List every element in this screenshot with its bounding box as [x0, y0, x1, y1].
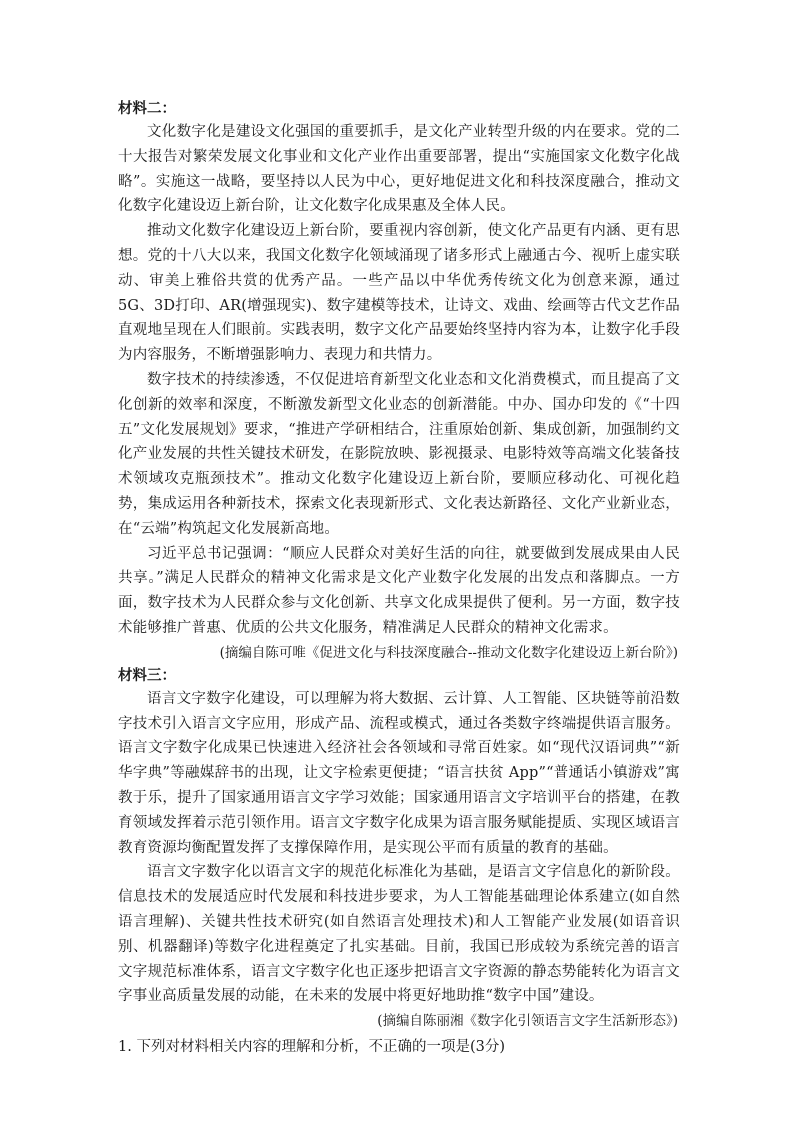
material3-source: (摘编自陈丽湘《数字化引领语言文字生活新形态》)	[377, 1013, 678, 1030]
document-page	[118, 98, 680, 1059]
material2-paragraph-3: 数字技术的持续渗透，不仅促进培育新型文化业态和文化消费模式，而且提高了文化创新的效率和深度，不断激发新型文化业态的创新潜能。中办、国办印发的《“十四五”文化发展规划》要求，“推进产学研相结合，注重原始创新、集成创新，加强制约文化产业发展的共性关键技术研发，在影院放映、影视摄录、电影特效等高端文化装备技术领域攻克瓶颈技术”。推动文化数字化建设迈上新台阶，要顺应移动化、可视化趋势，集成运用各种新技术，探索文化表现新形式、文化表达新路径、文化产业新业态，在“云端”构筑起文化发展新高地。	[118, 371, 680, 537]
question-1: 1. 下列对材料相关内容的理解和分析，不正确的一项是(3分)	[118, 1039, 505, 1056]
material2-paragraph-4: 习近平总书记强调：“顺应人民群众对美好生活的向往，就要做到发展成果由人民共享。”满足人民群众的精神文化需求是文化产业数字化发展的出发点和落脚点。一方面，数字技术为人民群众参与文化创新、共享文化成果提供了便利。另一方面，数字技术能够推广普惠、优质的公共文化服务，精准满足人民群众的精神文化需求。	[118, 545, 680, 636]
material2-paragraph-2: 推动文化数字化建设迈上新台阶，要重视内容创新，使文化产品更有内涵、更有思想。党的十八大以来，我国文化数字化领域涌现了诸多形式上融通古今、视听上虚实联动、审美上雅俗共赏的优秀产品。一些产品以中华优秀传统文化为创意来源，通过5G、3D打印、AR(增强现实)、数字建模等技术，让诗文、戏曲、绘画等古代文艺作品直观地呈现在人们眼前。实践表明，数字文化产品要始终坚持内容为本，让数字化手段为内容服务，不断增强影响力、表现力和共情力。	[118, 223, 680, 364]
material3-paragraph-2: 语言文字数字化以语言文字的规范化标准化为基础，是语言文字信息化的新阶段。信息技术的发展适应时代发展和科技进步要求，为人工智能基础理论体系建立(如自然语言理解)、关键共性技术研究(如自然语言处理技术)和人工智能产业发展(如语音识别、机器翻译)等数字化进程奠定了扎实基础。目前，我国已形成较为系统完善的语言文字规范标准体系，语言文字数字化也正逐步把语言文字资源的静态势能转化为语言文字事业高质量发展的动能，在未来的发展中将更好地助推“数字中国”建设。	[118, 864, 680, 1005]
material2-source: (摘编自陈可唯《促进文化与科技深度融合--推动文化数字化建设迈上新台阶》)	[219, 644, 678, 661]
material3-paragraph-1: 语言文字数字化建设，可以理解为将大数据、云计算、人工智能、区块链等前沿数字技术引入语言文字应用，形成产品、流程或模式，通过各类数字终端提供语言服务。语言文字数字化成果已快速进入经济社会各领域和寻常百姓家。如“现代汉语词典”“新华字典”等融媒辞书的出现，让文字检索更便捷；“语言扶贫 App”“普通话小镇游戏”寓教于乐，提升了国家通用语言文字学习效能；国家通用语言文字培训平台的搭建，在教育领域发挥着示范引领作用。语言文字数字化成果为语言服务赋能提质、实现区域语言教育资源均衡配置发挥了支撑保障作用，是实现公平而有质量的教育的基础。	[118, 690, 680, 856]
material3-heading: 材料三：	[118, 666, 176, 684]
material2-heading: 材料二：	[118, 100, 176, 117]
material2-paragraph-1: 文化数字化是建设文化强国的重要抓手，是文化产业转型升级的内在要求。党的二十大报告对繁荣发展文化事业和文化产业作出重要部署，提出“实施国家文化数字化战略”。实施这一战略，要坚持以人民为中心，更好地促进文化和科技深度融合，推动文化数字化建设迈上新台阶，让文化数字化成果惠及全体人民。	[118, 124, 680, 215]
